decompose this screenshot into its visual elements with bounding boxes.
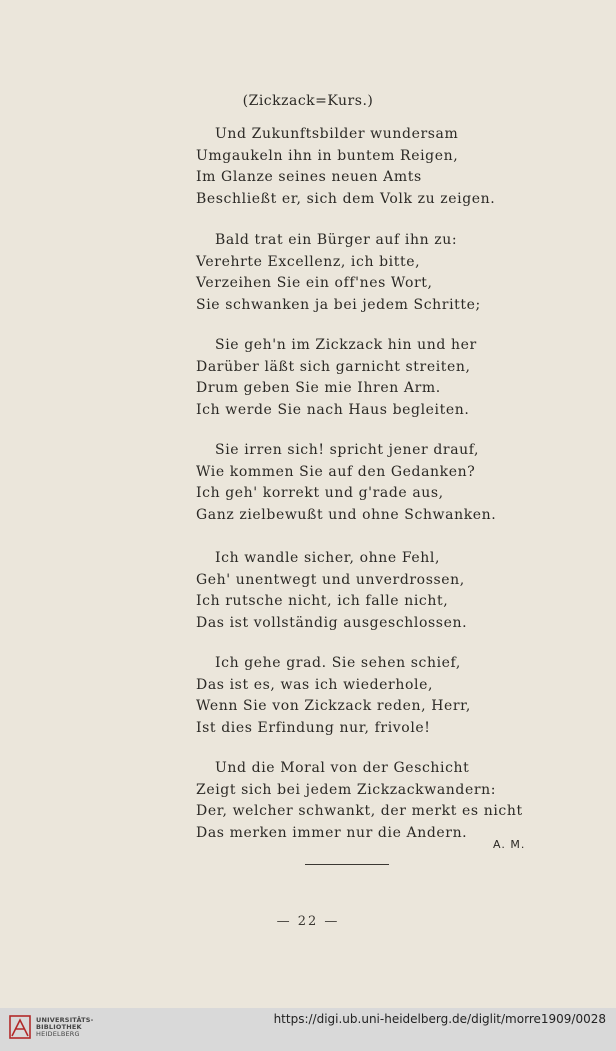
poem-line: Zeigt sich bei jedem Zickzackwandern:: [196, 781, 497, 798]
poem-line: Das ist vollständig ausgeschlossen.: [196, 614, 468, 631]
poem-line: Der, welcher schwankt, der merkt es nicht: [196, 803, 523, 819]
poem-line: Ist dies Erfindung nur, frivole!: [196, 719, 431, 736]
library-logo-icon: [8, 1012, 34, 1042]
poem-line: Wie kommen Sie auf den Gedanken?: [196, 463, 476, 480]
poem-line: Im Glanze seines neuen Amts: [196, 169, 422, 185]
poem-line: Beschließt er, sich dem Volk zu zeigen.: [196, 190, 496, 207]
library-name-line1: UNIVERSITÄTS-: [36, 1016, 94, 1024]
poem-line: Verzeihen Sie ein off'nes Wort,: [196, 275, 433, 291]
poem-line: Sie schwanken ja bei jedem Schritte;: [196, 296, 481, 313]
end-rule: [305, 864, 389, 865]
poem-line: Und Zukunftsbilder wundersam: [215, 126, 459, 142]
poem-line: Wenn Sie von Zickzack reden, Herr,: [196, 698, 471, 714]
library-name-line2: BIBLIOTHEK: [36, 1023, 82, 1032]
library-name: [36, 1017, 94, 1039]
poem-line: Ich gehe grad. Sie sehen schief,: [215, 655, 461, 671]
source-url-link[interactable]: https://digi.ub.uni-heidelberg.de/diglit/morre1909/0028: [273, 1012, 606, 1026]
poem-line: Sie geh'n im Zickzack hin und her: [215, 337, 477, 353]
poem-line: Das merken immer nur die Andern.: [196, 824, 468, 841]
poem-line: Ganz zielbewußt und ohne Schwanken.: [196, 506, 497, 523]
poem-line: Drum geben Sie mie Ihren Arm.: [196, 380, 441, 396]
poem-line: Und die Moral von der Geschicht: [215, 760, 470, 776]
poem-line: Ich wandle sicher, ohne Fehl,: [215, 550, 440, 566]
library-name-line3: HEIDELBERG: [36, 1030, 80, 1039]
poem-line: Das ist es, was ich wiederhole,: [196, 676, 434, 693]
poem-line: Ich rutsche nicht, ich falle nicht,: [196, 593, 449, 609]
poem-line: Umgaukeln ihn in buntem Reigen,: [196, 147, 459, 164]
poem-signature: A. M.: [493, 838, 526, 851]
poem-line: Ich werde Sie nach Haus begleiten.: [196, 401, 470, 418]
poem-line: Bald trat ein Bürger auf ihn zu:: [215, 232, 458, 248]
page-number: — 22 —: [276, 914, 340, 929]
poem-line: Geh' unentwegt und unverdrossen,: [196, 571, 465, 588]
poem-line: Verehrte Excellenz, ich bitte,: [196, 253, 421, 270]
poem-line: Ich geh' korrekt und g'rade aus,: [196, 485, 444, 501]
poem-line: Sie irren sich! spricht jener drauf,: [215, 442, 480, 458]
poem-line: Darüber läßt sich garnicht streiten,: [196, 358, 471, 375]
poem-title: (Zickzack=Kurs.): [242, 93, 374, 109]
